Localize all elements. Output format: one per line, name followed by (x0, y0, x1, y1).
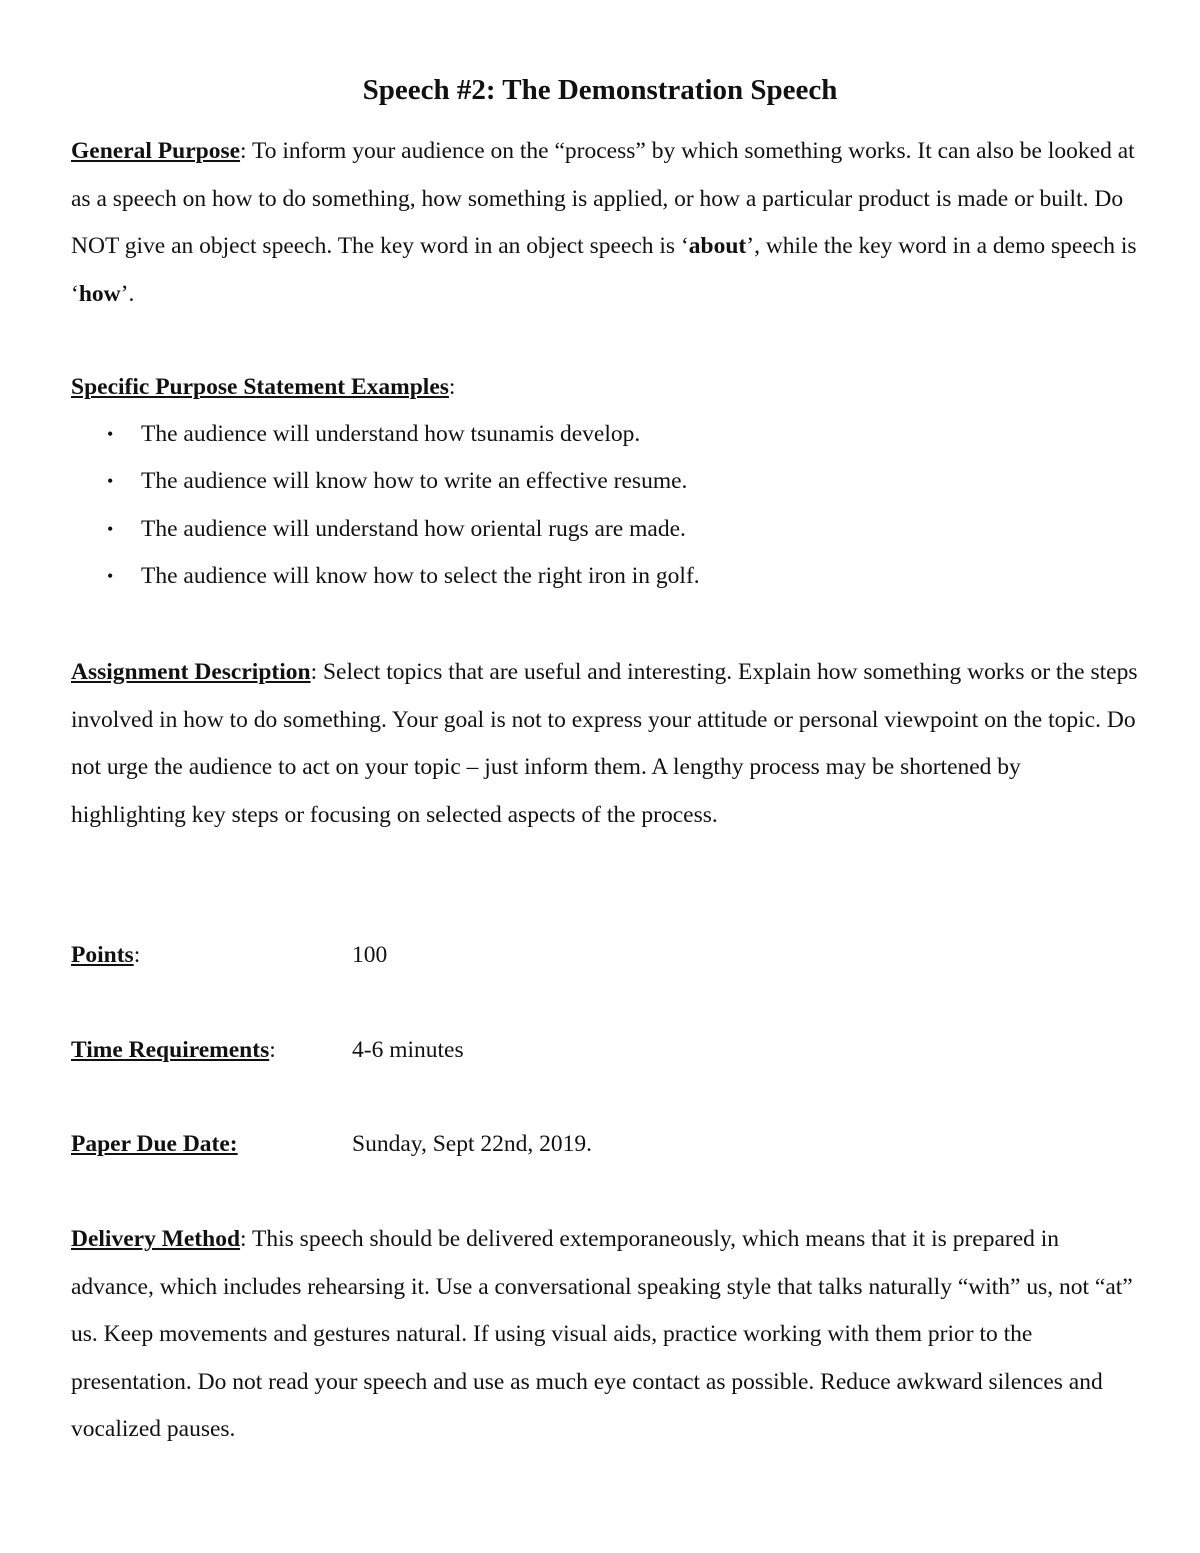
keyword-how: how (78, 280, 121, 307)
list-item-text: The audience will know how to write an effective resume. (141, 468, 688, 495)
general-purpose-text-2: ’, while the key word in a demo speech is ‘ (71, 233, 1137, 307)
delivery-method-text: This speech should be delivered extemporaneously, which means that it is prepared in advance, which includes rehearsing it. Use a conversational speaking style that talks naturally “with” us, not “at” us. Keep movements and gestures natural. If using visual aids, practice working with them prior to the presentation. Do not read your speech and use as much eye contact as possible. Reduce awkward silences and vocalized pauses. (71, 1226, 1133, 1442)
points-row (71, 932, 1131, 979)
bullet-icon: • (107, 424, 114, 444)
document-title: Speech #2: The Demonstration Speech (362, 74, 838, 106)
general-purpose-paragraph (71, 128, 1141, 318)
keyword-about: about (688, 233, 747, 259)
bullet-icon: • (107, 565, 114, 586)
list-item (71, 411, 1131, 458)
general-purpose-heading: General Purpose (71, 138, 241, 164)
assignment-description-heading: Assignment Description (71, 659, 311, 685)
assignment-description-paragraph (71, 649, 1141, 839)
list-item (71, 553, 1131, 600)
list-item (71, 458, 1131, 505)
general-purpose-text-3: ’. (120, 280, 135, 307)
time-requirements-label: Time Requirements (71, 1037, 270, 1063)
list-item-text: The audience will know how to select the right iron in golf. (141, 562, 700, 589)
paper-due-date-row (71, 1121, 1131, 1168)
points-separator: : (133, 942, 141, 968)
delivery-method-paragraph (71, 1216, 1141, 1454)
assignment-description-separator: : (310, 659, 323, 685)
time-requirements-row (71, 1027, 1131, 1074)
delivery-method-separator: : (240, 1226, 253, 1252)
general-purpose-separator: : (240, 138, 253, 164)
list-item-text: The audience will understand how oriental rugs are made. (141, 515, 686, 542)
assignment-description-text: Select topics that are useful and interesting. Explain how something works or the steps involved in how to do something. Your goal is not to express your attitude or personal viewpoint on the topic. Do not urge the audience to act on your topic – just inform them. A lengthy process may be shortened by highlighting key steps or focusing on selected aspects of the process. (71, 659, 1138, 828)
paper-due-date-value: Sunday, Sept 22nd, 2019. (352, 1131, 593, 1157)
delivery-method-heading: Delivery Method (71, 1226, 241, 1252)
time-requirements-separator: : (269, 1037, 276, 1063)
time-requirements-value: 4-6 minutes (352, 1037, 464, 1063)
points-label: Points (71, 942, 134, 968)
paper-due-date-label: Paper Due Date: (71, 1131, 238, 1157)
general-purpose-text-1: To inform your audience on the “process” by which something works. It can also be looked at as a speech on how to do something, how something is applied, or how a particular product is made or built. Do NOT give an object speech. The key word in an object speech is ‘ (71, 138, 1135, 259)
specific-purpose-separator: : (448, 374, 456, 400)
specific-purpose-heading: Specific Purpose Statement Examples (71, 374, 449, 400)
list-item (71, 506, 1131, 553)
bullet-icon: • (107, 518, 114, 539)
bullet-icon: • (107, 471, 114, 492)
points-label-wrap (71, 932, 140, 979)
specific-purpose-heading-line (71, 364, 1141, 412)
specific-purpose-list (71, 411, 1131, 600)
list-item-text: The audience will understand how tsunamis develop. (141, 421, 641, 447)
points-value: 100 (352, 942, 388, 968)
time-requirements-label-wrap (71, 1027, 276, 1074)
